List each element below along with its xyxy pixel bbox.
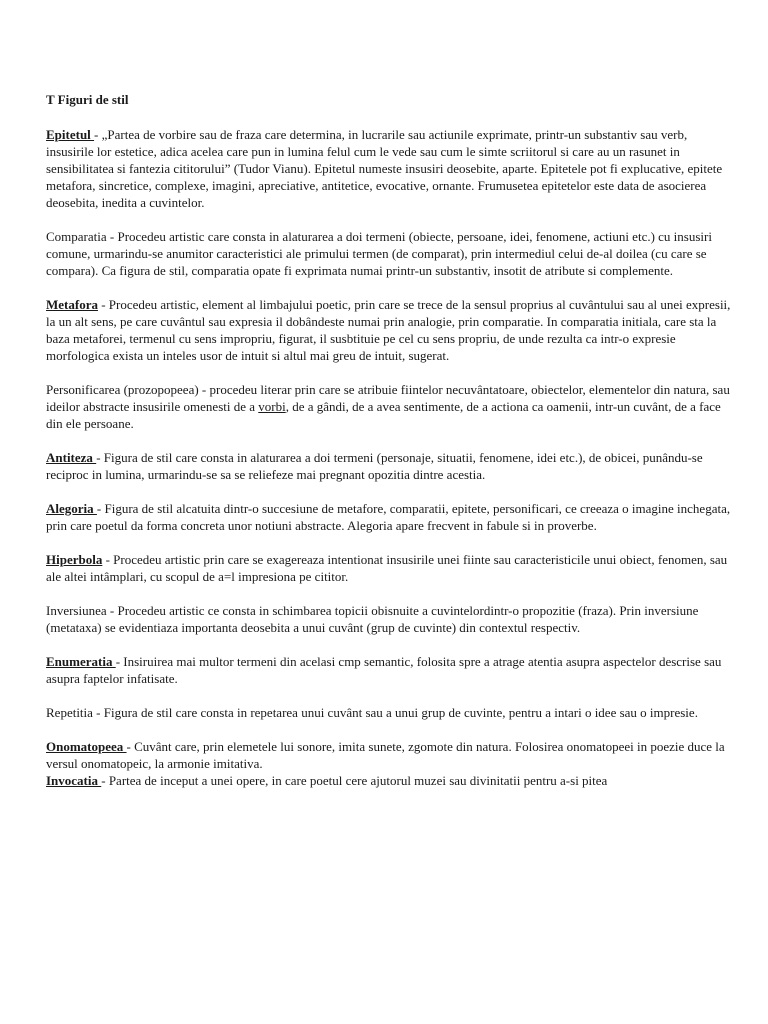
term-onomatopeea: Onomatopeea	[46, 739, 127, 754]
definition-antiteza: - Figura de stil care consta in alaturarea a doi termeni (personaje, situatii, fenomene, idei etc.), de obicei, punându-se reciproc in lumina, urmarindu-se sa se reliefeze mai pregnant opozitia dintre acestia.	[46, 450, 703, 482]
definition-repetitia: Repetitia - Figura de stil care consta in repetarea unui cuvânt sau a unui grup de cuvinte, pentru a intari o idee sau o impresie.	[46, 705, 698, 720]
paragraph-hiperbola	[46, 551, 732, 585]
definition-invocatia: - Partea de inceput a unei opere, in care poetul cere ajutorul muzei sau divinitatii pentru a-si pitea	[101, 773, 608, 788]
paragraph-metafora	[46, 296, 732, 364]
term-antiteza: Antiteza	[46, 450, 97, 465]
link-vorbi[interactable]: vorbi	[258, 399, 286, 414]
definition-inversiunea: Inversiunea - Procedeu artistic ce consta in schimbarea topicii obisnuite a cuvintelordintr-o propozitie (fraza). Prin inversiune (metataxa) se evidentiaza importanta deosebita a unui cuvânt (grup de cuvinte) din contextul respectiv.	[46, 603, 699, 635]
definition-onomatopeea: - Cuvânt care, prin elemetele lui sonore, imita sunete, zgomote din natura. Folosirea onomatopeei in poezie duce la versul onomatopeic, la armonie imitativa.	[46, 739, 725, 771]
term-enumeratia: Enumeratia	[46, 654, 116, 669]
term-metafora: Metafora	[46, 297, 98, 312]
definition-metafora: - Procedeu artistic, element al limbajului poetic, prin care se trece de la sensul proprius al cuvântului sau al unei expresii, la un alt sens, pe care cuvântul sau expresia il dobândeste numai prin analogie, prin comparatie. In comparatia initiala, care sta la baza metaforei, termenul cu sens impropriu, figurat, il susbtituie pe cel cu sens propriu, de unde rezulta ca intr-o expresie morfologica exista un inteles usor de intuit si altul mai greu de intuit, sugerat.	[46, 297, 731, 363]
paragraph-alegoria	[46, 500, 732, 534]
term-alegoria: Alegoria	[46, 501, 97, 516]
definition-comparatia: Comparatia - Procedeu artistic care consta in alaturarea a doi termeni (obiecte, persoane, idei, fenomene, actiuni etc.) cu insusiri comune, urmarindu-se anumitor caracteristici ale primului termen (de comparat), prin intermediul celui de-al doilea (cu care se compara). Ca figura de stil, comparatia opate fi exprimata numai printr-un substantiv, insotit de atribute si complemente.	[46, 229, 712, 278]
definition-alegoria: - Figura de stil alcatuita dintr-o succesiune de metafore, comparatii, epitete, personificari, ce creeaza o imagine inchegata, prin care poetul da forma concreta unor notiuni abstracte. Alegoria apare frecvent in fabule si in proverbe.	[46, 501, 731, 533]
definition-personificarea-end: , de a gândi, de a avea sentimente, de a actiona ca oamenii, intr-un cuvânt, de a face din ele persoane.	[46, 399, 721, 431]
document-page	[46, 91, 732, 789]
paragraph-inversiunea	[46, 602, 732, 636]
paragraph-invocatia	[46, 772, 732, 789]
term-invocatia: Invocatia	[46, 773, 102, 788]
paragraph-personificarea	[46, 381, 732, 432]
paragraph-onomatopeea	[46, 738, 732, 772]
paragraph-repetitia	[46, 704, 732, 721]
definition-personificarea-start: Personificarea (prozopopeea) - procedeu literar prin care se atribuie fiintelor necuvântatoare, obiectelor, elementelor din natura, sau ideilor abstracte insusirile omenesti de a	[46, 382, 730, 414]
paragraph-antiteza	[46, 449, 732, 483]
term-epitetul: Epitetul	[46, 127, 95, 142]
term-hiperbola: Hiperbola	[46, 552, 103, 567]
paragraph-epitetul	[46, 126, 732, 211]
paragraph-comparatia	[46, 228, 732, 279]
definition-epitetul: - „Partea de vorbire sau de fraza care determina, in lucrarile sau actiunile exprimate, printr-un substantiv sau verb, insusirile lor estetice, adica acelea care pun in lumina felul cum le vede sau cum le simte scriitorul si care au un rasunet in sensibilitatea si fantezia cititorului” (Tudor Vianu). Epitetul numeste insusiri deosebite, aparte. Epitetele pot fi explucative, epitete metafora, sincretice, complexe, imagini, apreciative, antitetice, evocative, ornante. Frumusetea epitetelor este data de asocierea deosebita, inedita a cuvintelor.	[46, 127, 723, 210]
definition-hiperbola: - Procedeu artistic prin care se exagereaza intentionat insusirile unei fiinte sau caracteristicile unui obiect, fenomen, sau ale altei intâmplari, cu scopul de a=l impresiona pe cititor.	[46, 552, 728, 584]
paragraph-enumeratia	[46, 653, 732, 687]
document-title: T Figuri de stil	[46, 92, 129, 107]
definition-enumeratia: - Insiruirea mai multor termeni din acelasi cmp semantic, folosita spre a atrage atentia asupra aspectelor descrise sau asupra faptelor infatisate.	[46, 654, 722, 686]
